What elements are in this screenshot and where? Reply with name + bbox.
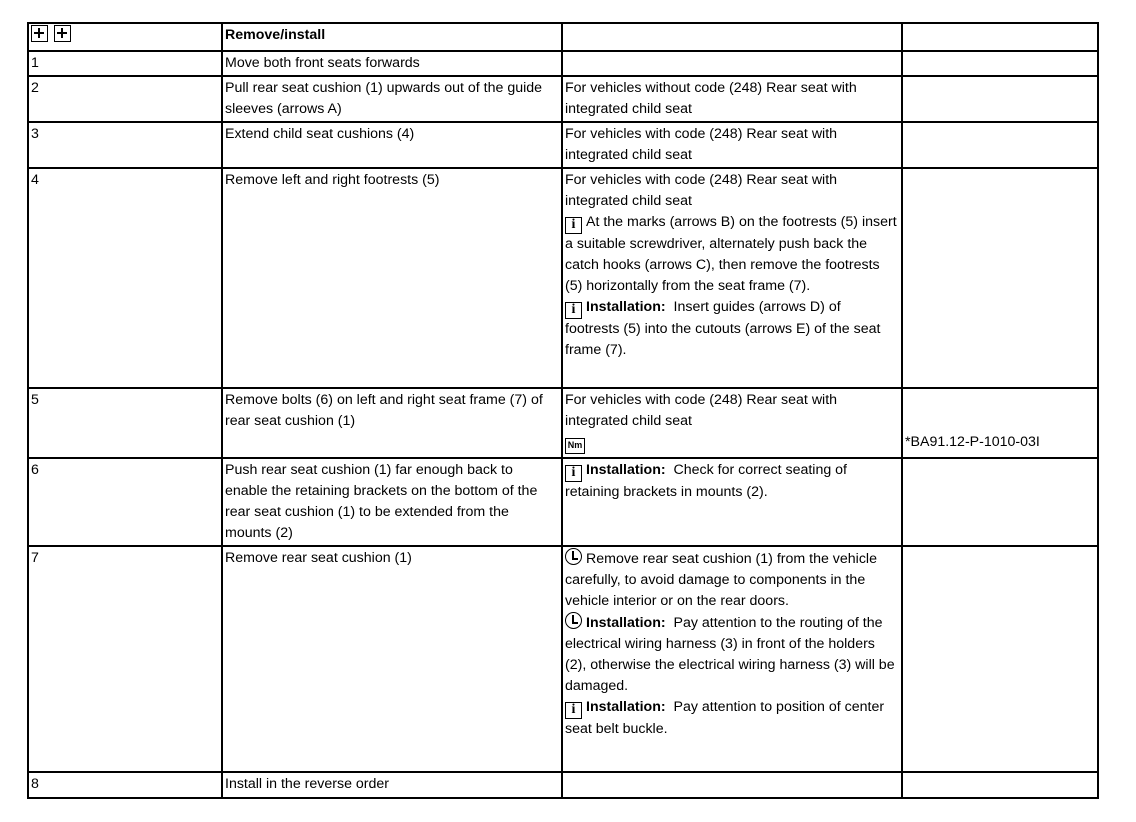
installation-label: Installation: bbox=[586, 615, 666, 631]
step-action: Push rear seat cushion (1) far enough back to enable the retaining brackets on the bottom of the rear seat cushion (1) to be extended from the mounts (2) bbox=[222, 458, 562, 546]
step-reference bbox=[902, 51, 1098, 76]
info-note bbox=[565, 212, 898, 297]
table-row bbox=[28, 76, 1098, 122]
header-empty-cell bbox=[562, 23, 902, 51]
step-condition-cell bbox=[562, 458, 902, 546]
warning-clock-icon bbox=[565, 612, 582, 629]
procedure-table bbox=[27, 22, 1099, 799]
installation-label: Installation: bbox=[586, 699, 666, 715]
step-action: Remove left and right footrests (5) bbox=[222, 168, 562, 388]
step-reference bbox=[902, 76, 1098, 122]
warning-note-text: Remove rear seat cushion (1) from the vehicle carefully, to avoid damage to components in the vehicle interior or on the rear doors. bbox=[565, 551, 877, 609]
header-icons-cell bbox=[28, 23, 222, 51]
torque-icon: Nm bbox=[565, 438, 585, 454]
warning-note-text: Pay attention to the routing of the electrical wiring harness (3) in front of the holders (2), otherwise the electrical wiring harness (3) will be damaged. bbox=[565, 615, 895, 694]
expand-icon bbox=[54, 25, 71, 42]
expand-icon bbox=[31, 25, 48, 42]
table-row bbox=[28, 168, 1098, 388]
step-reference bbox=[902, 772, 1098, 798]
info-note-text: Check for correct seating of retaining brackets in mounts (2). bbox=[565, 462, 847, 500]
step-reference bbox=[902, 168, 1098, 388]
warning-note bbox=[565, 548, 898, 612]
info-icon: i bbox=[565, 702, 582, 719]
step-reference bbox=[902, 122, 1098, 168]
header-empty-cell bbox=[902, 23, 1098, 51]
table-row bbox=[28, 122, 1098, 168]
header-title-text: Remove/install bbox=[225, 27, 326, 43]
step-action: Move both front seats forwards bbox=[222, 51, 562, 76]
info-icon: i bbox=[565, 302, 582, 319]
table-row bbox=[28, 772, 1098, 798]
step-action: Install in the reverse order bbox=[222, 772, 562, 798]
step-condition: For vehicles with code (248) Rear seat with integrated child seat bbox=[565, 392, 838, 429]
step-number: 3 bbox=[28, 122, 222, 168]
table-row bbox=[28, 51, 1098, 76]
info-note-text: Pay attention to position of center seat belt buckle. bbox=[565, 699, 885, 737]
info-note bbox=[565, 297, 898, 361]
table-row bbox=[28, 388, 1098, 458]
header-title bbox=[222, 23, 562, 51]
table-row bbox=[28, 546, 1098, 772]
step-number: 7 bbox=[28, 546, 222, 772]
table-row bbox=[28, 458, 1098, 546]
step-action: Remove bolts (6) on left and right seat frame (7) of rear seat cushion (1) bbox=[222, 388, 562, 458]
info-icon: i bbox=[565, 465, 582, 482]
step-number: 4 bbox=[28, 168, 222, 388]
warning-clock-icon bbox=[565, 548, 582, 565]
step-action: Remove rear seat cushion (1) bbox=[222, 546, 562, 772]
step-reference bbox=[902, 458, 1098, 546]
installation-label: Installation: bbox=[586, 299, 666, 315]
step-condition: For vehicles with code (248) Rear seat with integrated child seat bbox=[562, 122, 902, 168]
step-action: Pull rear seat cushion (1) upwards out of the guide sleeves (arrows A) bbox=[222, 76, 562, 122]
warning-note bbox=[565, 612, 898, 697]
step-condition: For vehicles without code (248) Rear seat with integrated child seat bbox=[562, 76, 902, 122]
step-number: 6 bbox=[28, 458, 222, 546]
step-number: 2 bbox=[28, 76, 222, 122]
info-note bbox=[565, 460, 898, 503]
step-number: 8 bbox=[28, 772, 222, 798]
table-header-row bbox=[28, 23, 1098, 51]
torque-reference[interactable]: *BA91.12-P-1010-03I bbox=[905, 434, 1040, 450]
step-condition bbox=[562, 51, 902, 76]
installation-label: Installation: bbox=[586, 462, 666, 478]
step-condition-cell bbox=[562, 546, 902, 772]
step-condition-cell bbox=[562, 388, 902, 458]
info-note-text: Insert guides (arrows D) of footrests (5) into the cutouts (arrows E) of the seat frame (7). bbox=[565, 299, 881, 358]
step-number: 5 bbox=[28, 388, 222, 458]
step-action: Extend child seat cushions (4) bbox=[222, 122, 562, 168]
step-reference bbox=[902, 546, 1098, 772]
info-note bbox=[565, 697, 898, 740]
step-condition: For vehicles with code (248) Rear seat with integrated child seat bbox=[565, 172, 838, 209]
step-number: 1 bbox=[28, 51, 222, 76]
info-icon: i bbox=[565, 217, 582, 234]
info-note-text: At the marks (arrows B) on the footrests (5) insert a suitable screwdriver, alternately push back the catch hooks (arrows C), then remove the footrests (5) horizontally from the seat frame (7). bbox=[565, 214, 897, 294]
step-condition-cell bbox=[562, 168, 902, 388]
step-condition bbox=[562, 772, 902, 798]
step-reference-cell bbox=[902, 388, 1098, 458]
